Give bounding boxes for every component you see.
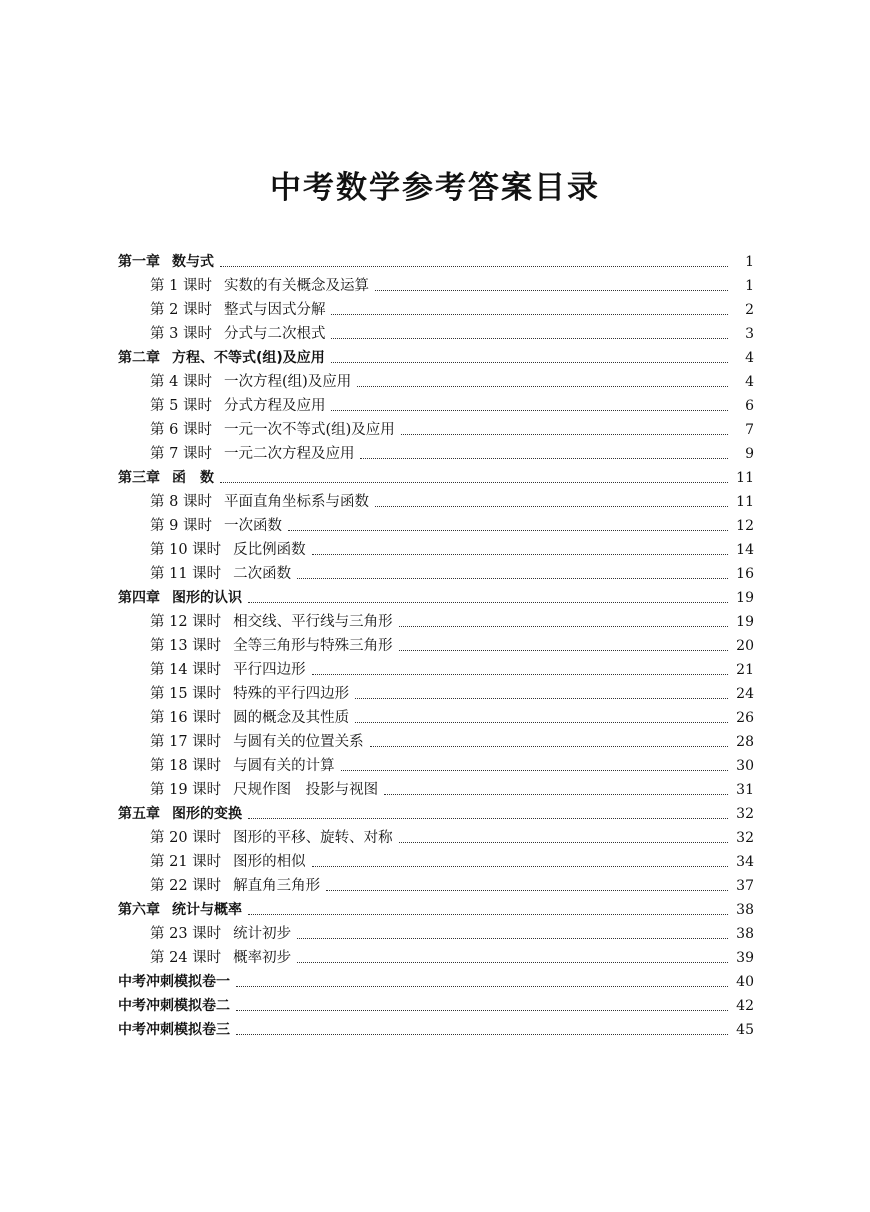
toc-entry-label [150,876,326,896]
toc-entry-title: 图形的变换 [172,806,242,822]
toc-entry-label [118,1020,236,1040]
toc-entry-number: 第 5 课时 [150,398,212,414]
dot-leader [331,409,728,411]
toc-entry-label [118,588,248,608]
toc-entry-label [150,420,401,440]
dot-leader [399,625,728,627]
dot-leader [401,433,728,435]
dot-leader [370,745,728,747]
toc-page-number: 39 [736,950,754,966]
toc-page-number: 38 [736,926,754,942]
toc-entry-label [118,804,248,824]
toc-entry-number: 第 6 课时 [150,422,212,438]
toc-chapter-entry[interactable] [118,992,754,1016]
toc-entry-label [118,900,248,920]
toc-entry-number: 第 11 课时 [150,566,222,582]
dot-leader [355,697,728,699]
toc-entry-title: 一元一次不等式(组)及应用 [223,422,395,438]
toc-lesson-entry[interactable] [150,752,754,776]
toc-entry-title: 图形的平移、旋转、对称 [233,830,393,846]
toc-entry-number: 第 12 课时 [150,614,222,630]
toc-page-number: 45 [736,1022,754,1038]
dot-leader [248,817,728,819]
dot-leader [312,673,728,675]
toc-entry-label [118,972,236,992]
toc-entry-title: 尺规作图 投影与视图 [233,782,379,798]
toc-page-number: 32 [736,830,754,846]
dot-leader [288,529,728,531]
toc-entry-title: 函 数 [172,470,214,486]
toc-page-number: 21 [736,662,754,678]
toc-entry-number: 第 22 课时 [150,878,222,894]
toc-lesson-entry[interactable] [150,272,754,296]
toc-page-number: 1 [745,254,754,270]
toc-entry-label [150,276,375,296]
toc-entry-number: 第 8 课时 [150,494,212,510]
toc-entry-title: 一元二次方程及应用 [223,446,355,462]
toc-lesson-entry[interactable] [150,536,754,560]
toc-entry-title: 平面直角坐标系与函数 [223,494,369,510]
dot-leader [312,865,728,867]
dot-leader [220,265,728,267]
toc-lesson-entry[interactable] [150,320,754,344]
toc-entry-title: 圆的概念及其性质 [233,710,350,726]
toc-lesson-entry[interactable] [150,680,754,704]
toc-page-number: 3 [745,326,754,342]
toc-entry-title: 与圆有关的计算 [233,758,335,774]
toc-entry-label [118,252,220,272]
toc-lesson-entry[interactable] [150,920,754,944]
dot-leader [375,289,728,291]
toc-page-number: 16 [736,566,754,582]
toc-lesson-entry[interactable] [150,776,754,800]
toc-entry-title: 整式与因式分解 [223,302,326,318]
toc-page-number: 19 [736,614,754,630]
dot-leader [248,913,728,915]
toc-entry-number: 第五章 [118,806,160,822]
toc-page-number: 7 [745,422,754,438]
toc-lesson-entry[interactable] [150,704,754,728]
toc-entry-number: 第 21 课时 [150,854,222,870]
toc-page-number: 40 [736,974,754,990]
dot-leader [360,457,728,459]
toc-page-number: 11 [736,470,754,486]
toc-entry-title: 概率初步 [233,950,292,966]
toc-entry-label [150,660,312,680]
toc-entry-label [150,948,297,968]
toc-entry-number: 第 14 课时 [150,662,222,678]
toc-entry-title: 统计与概率 [172,902,242,918]
toc-page-number: 12 [736,518,754,534]
toc-entry-title: 解直角三角形 [233,878,321,894]
toc-page-number: 2 [745,302,754,318]
toc-entry-number: 第四章 [118,590,160,606]
toc-entry-number: 第 9 课时 [150,518,212,534]
toc-entry-title: 一次函数 [223,518,282,534]
toc-entry-label [118,468,220,488]
dot-leader [384,793,728,795]
dot-leader [312,553,728,555]
toc-entry-title: 相交线、平行线与三角形 [233,614,393,630]
toc-chapter-entry[interactable] [118,800,754,824]
toc-entry-title: 特殊的平行四边形 [233,686,350,702]
dot-leader [326,889,728,891]
toc-entry-title: 反比例函数 [233,542,306,558]
toc-lesson-entry[interactable] [150,368,754,392]
toc-entry-number: 第 17 课时 [150,734,222,750]
toc-entry-number: 第六章 [118,902,160,918]
toc-entry-number: 第 15 课时 [150,686,222,702]
toc-lesson-entry[interactable] [150,656,754,680]
toc-entry-label [150,732,370,752]
toc-entry-label [150,564,297,584]
toc-page-number: 4 [745,374,754,390]
toc-lesson-entry[interactable] [150,512,754,536]
toc-chapter-entry[interactable] [118,584,754,608]
toc-entry-title: 分式方程及应用 [223,398,326,414]
dot-leader [297,577,728,579]
dot-leader [331,337,728,339]
dot-leader [236,1033,728,1035]
toc-chapter-entry[interactable] [118,896,754,920]
toc-entry-label [150,852,312,872]
toc-entry-title: 中考冲刺模拟卷二 [118,998,230,1014]
toc-entry-title: 方程、不等式(组)及应用 [172,350,325,366]
dot-leader [220,481,728,483]
toc-entry-label [150,324,331,344]
toc-entry-number: 第 19 课时 [150,782,222,798]
dot-leader [236,985,728,987]
toc-page-number: 31 [736,782,754,798]
toc-page-number: 9 [745,446,754,462]
dot-leader [331,361,728,363]
toc-entry-number: 第 10 课时 [150,542,222,558]
page-title: 中考数学参考答案目录 [270,170,600,206]
toc-page-number: 20 [736,638,754,654]
toc-chapter-entry[interactable] [118,464,754,488]
toc-entry-label [150,684,355,704]
toc-entry-title: 与圆有关的位置关系 [233,734,364,750]
toc-lesson-entry[interactable] [150,872,754,896]
toc-lesson-entry[interactable] [150,488,754,512]
toc-entry-label [118,996,236,1016]
toc-entry-title: 二次函数 [233,566,292,582]
dot-leader [248,601,728,603]
toc-lesson-entry[interactable] [150,416,754,440]
dot-leader [399,649,728,651]
dot-leader [399,841,728,843]
toc-entry-label [150,492,375,512]
toc-entry-number: 第 3 课时 [150,326,212,342]
toc-entry-number: 第 16 课时 [150,710,222,726]
toc-chapter-entry[interactable] [118,344,754,368]
toc-entry-label [150,444,360,464]
toc-entry-label [150,612,399,632]
toc-entry-title: 图形的相似 [233,854,306,870]
toc-entry-label [150,300,331,320]
toc-entry-number: 第 23 课时 [150,926,222,942]
toc-entry-number: 第 20 课时 [150,830,222,846]
toc-entry-number: 第 18 课时 [150,758,222,774]
toc-page-number: 30 [736,758,754,774]
toc-entry-label [150,756,341,776]
toc-entry-number: 第三章 [118,470,160,486]
toc-entry-number: 第 4 课时 [150,374,212,390]
dot-leader [341,769,728,771]
toc-entry-label [150,636,399,656]
dot-leader [375,505,728,507]
toc-lesson-entry[interactable] [150,824,754,848]
toc-entry-label [118,348,331,368]
toc-entry-number: 第 24 课时 [150,950,222,966]
toc-page-number: 1 [745,278,754,294]
toc-entry-label [150,780,384,800]
toc-chapter-entry[interactable] [118,968,754,992]
toc-lesson-entry[interactable] [150,608,754,632]
toc-page-number: 19 [736,590,754,606]
toc-entry-title: 中考冲刺模拟卷三 [118,1022,230,1038]
toc-entry-number: 第 13 课时 [150,638,222,654]
toc-entry-number: 第 1 课时 [150,278,212,294]
toc-page-number: 38 [736,902,754,918]
toc-entry-number: 第一章 [118,254,160,270]
toc-chapter-entry[interactable] [118,1016,754,1040]
toc-entry-title: 中考冲刺模拟卷一 [118,974,230,990]
toc-entry-label [150,396,331,416]
toc-page-number: 42 [736,998,754,1014]
toc-entry-number: 第二章 [118,350,160,366]
toc-entry-label [150,924,297,944]
toc-entry-title: 平行四边形 [233,662,306,678]
toc-entry-title: 一次方程(组)及应用 [223,374,352,390]
toc-lesson-entry[interactable] [150,728,754,752]
toc-page-number: 11 [736,494,754,510]
dot-leader [357,385,728,387]
toc-lesson-entry[interactable] [150,560,754,584]
toc-page-number: 14 [736,542,754,558]
toc-entry-title: 实数的有关概念及运算 [223,278,369,294]
toc-lesson-entry[interactable] [150,944,754,968]
toc-entry-number: 第 2 课时 [150,302,212,318]
toc-lesson-entry[interactable] [150,848,754,872]
toc-entry-label [150,516,288,536]
dot-leader [236,1009,728,1011]
toc-entry-number: 第 7 课时 [150,446,212,462]
dot-leader [355,721,728,723]
toc-entry-title: 统计初步 [233,926,292,942]
toc-page-number: 37 [736,878,754,894]
toc-entry-label [150,372,357,392]
toc-page-number: 4 [745,350,754,366]
toc-lesson-entry[interactable] [150,296,754,320]
toc-page-number: 28 [736,734,754,750]
toc-entry-label [150,828,399,848]
toc-entry-label [150,708,355,728]
toc-entry-title: 全等三角形与特殊三角形 [233,638,393,654]
toc-page-number: 24 [736,686,754,702]
dot-leader [331,313,728,315]
toc-lesson-entry[interactable] [150,440,754,464]
toc-page-number: 34 [736,854,754,870]
toc-page-number: 26 [736,710,754,726]
toc-entry-title: 图形的认识 [172,590,242,606]
toc-entry-title: 分式与二次根式 [223,326,326,342]
toc-entry-title: 数与式 [172,254,214,270]
toc-lesson-entry[interactable] [150,392,754,416]
dot-leader [297,937,728,939]
toc-chapter-entry[interactable] [118,248,754,272]
toc-page-number: 32 [736,806,754,822]
toc-page-number: 6 [745,398,754,414]
toc-entry-label [150,540,312,560]
dot-leader [297,961,728,963]
toc-lesson-entry[interactable] [150,632,754,656]
